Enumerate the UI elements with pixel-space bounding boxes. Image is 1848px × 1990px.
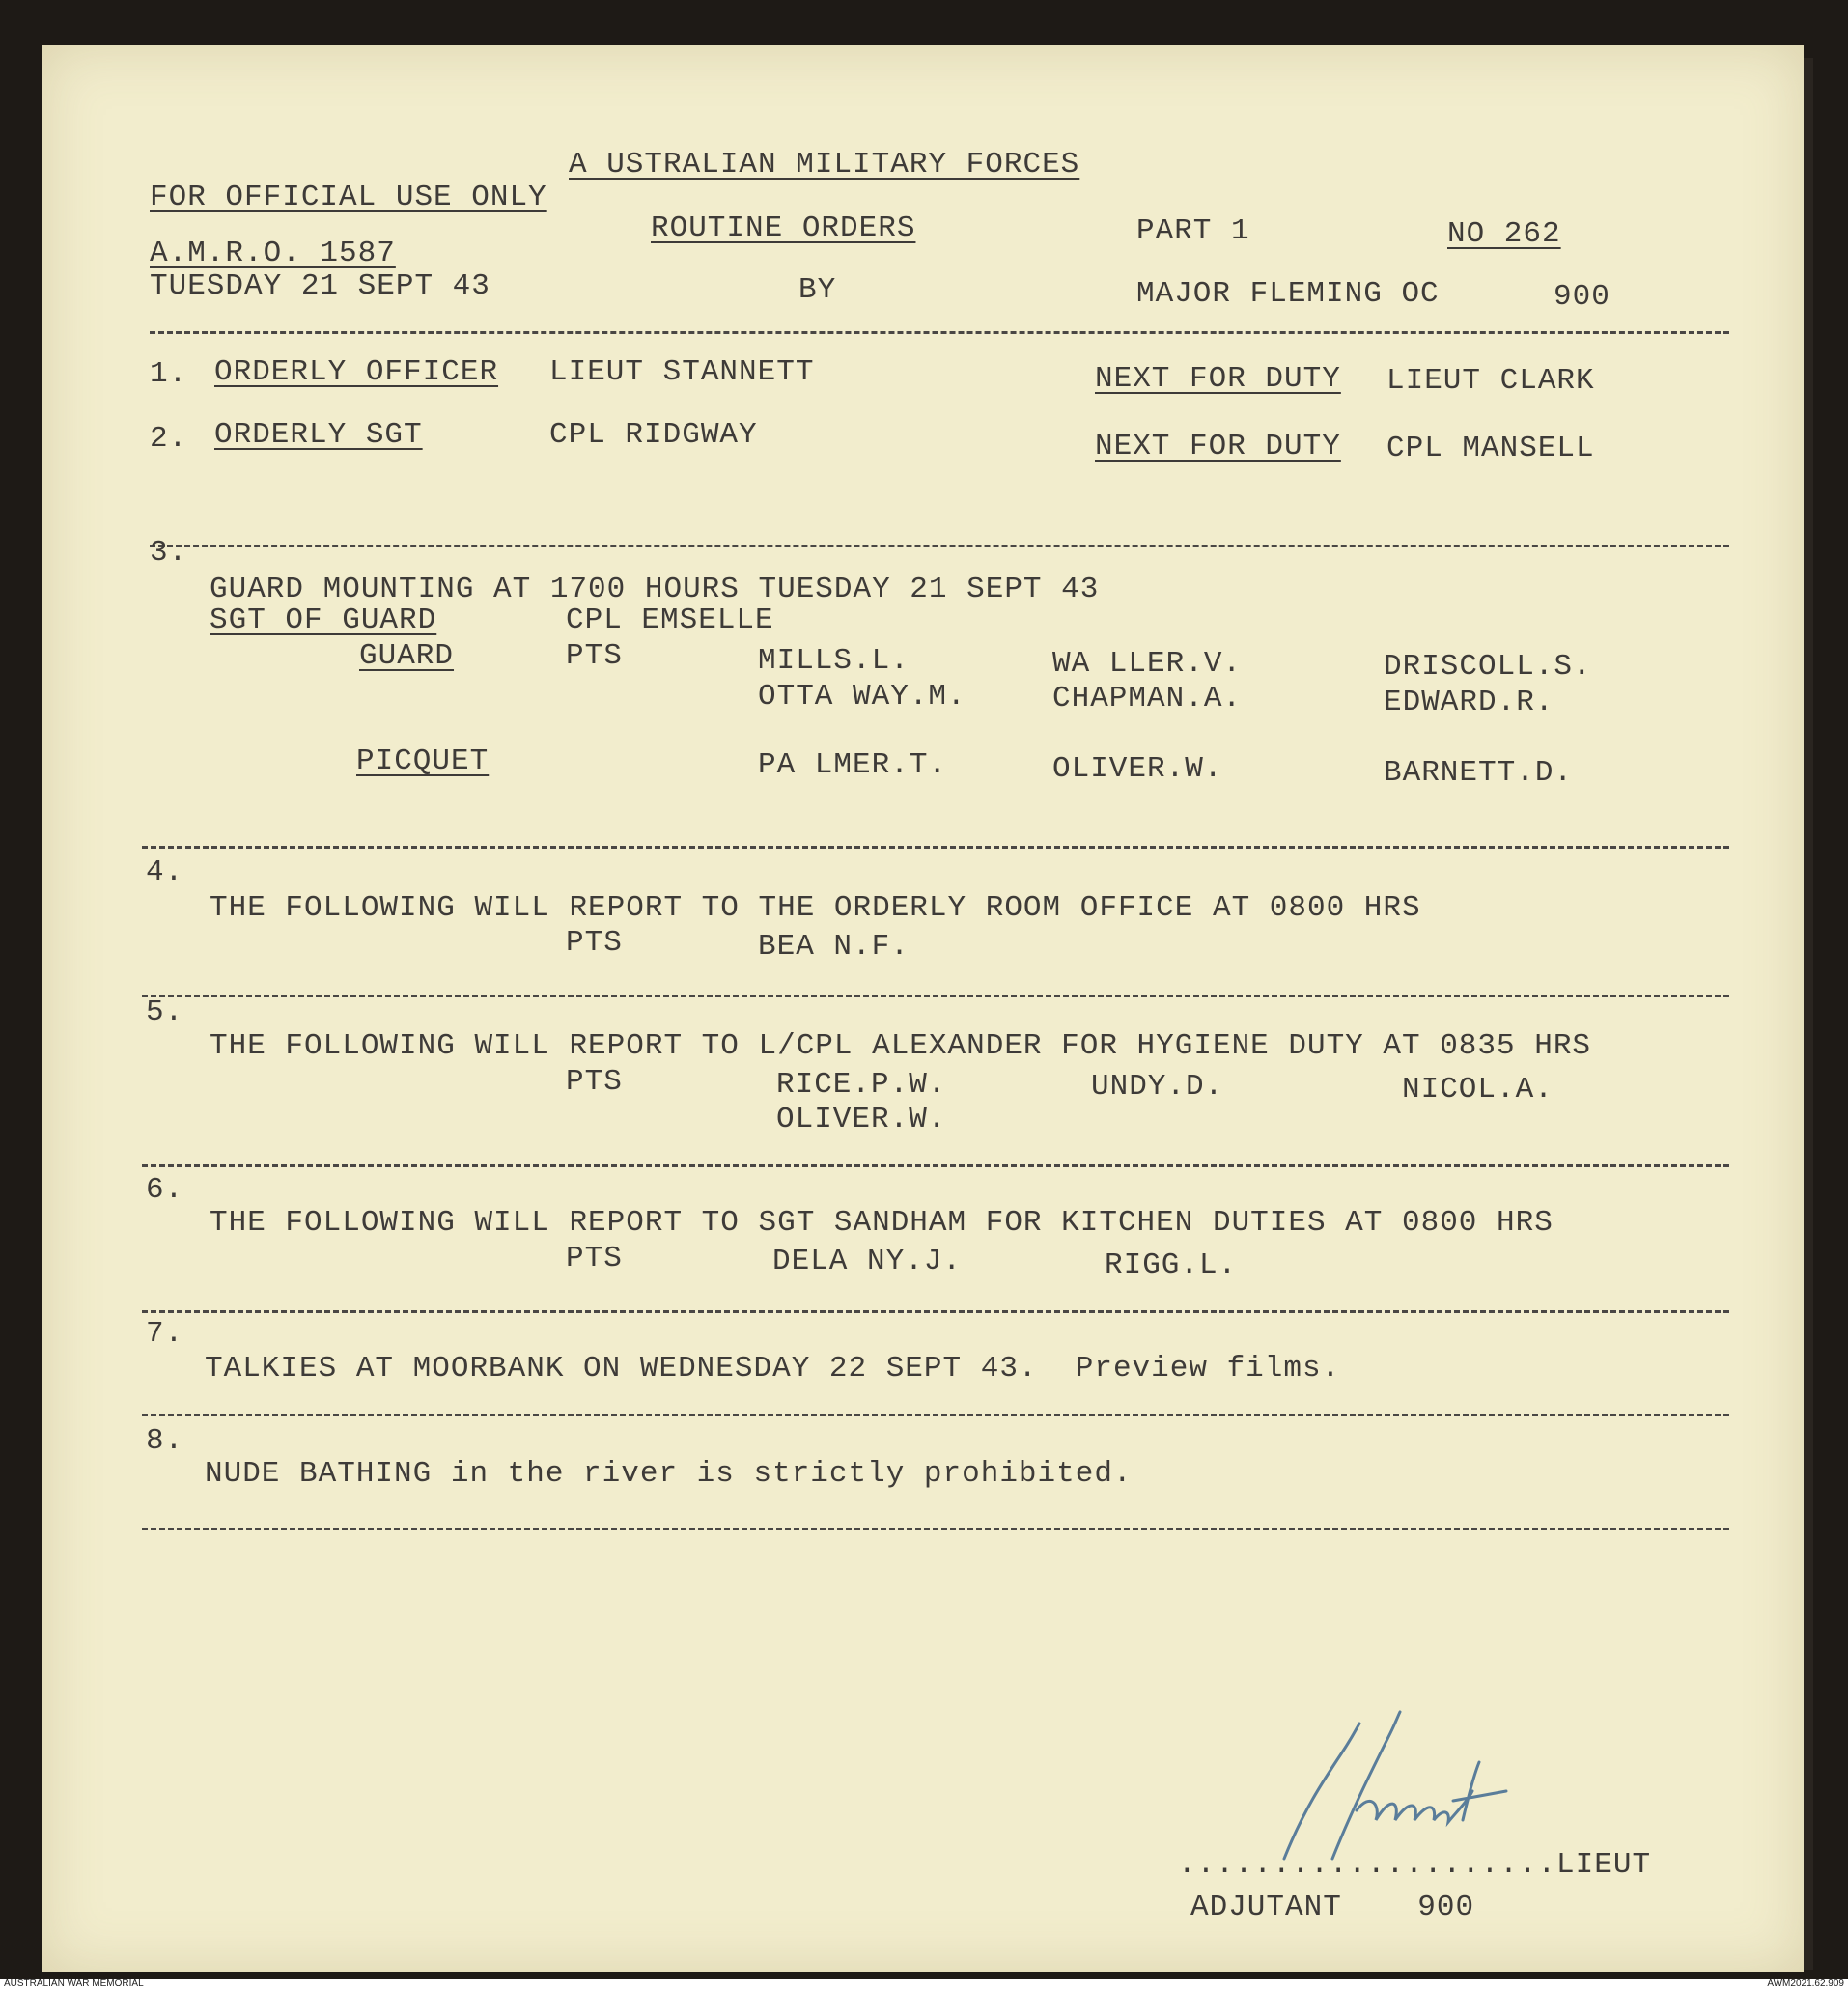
guard-member: OTTA WAY.M. [758,680,966,714]
order-number: NO 262 [1447,217,1561,251]
guard-pts-label: PTS [566,639,623,673]
item-5-number: 5. [146,995,184,1029]
item-8-number: 8. [146,1424,184,1458]
part-number: PART 1 [1136,214,1250,248]
section-rule [142,1310,1729,1313]
item-4-name: BEA N.F. [758,930,910,964]
document-page [42,45,1804,1972]
amro-number: A.M.R.O. 1587 [150,237,396,270]
item-6-pts-label: PTS [566,1242,623,1275]
picquet-member: BARNETT.D. [1384,756,1574,790]
item-4-pts-label: PTS [566,926,623,960]
section-rule [142,1528,1729,1530]
archive-credit: AUSTRALIAN WAR MEMORIAL [4,1978,144,1989]
item-4-number: 4. [146,855,184,889]
item-1-number: 1. [150,357,188,391]
item-3-number: 3. [150,536,188,570]
guard-member: WA LLER.V. [1052,647,1243,681]
orderly-sgt-label: ORDERLY SGT [214,418,423,452]
item-6-text: THE FOLLOWING WILL REPORT TO SGT SANDHAM FOR KITCHEN DUTIES AT 0800 HRS [210,1206,1554,1240]
order-date: TUESDAY 21 SEPT 43 [150,269,490,303]
handwritten-signature [1265,1695,1583,1868]
item-7-text: TALKIES AT MOORBANK ON WEDNESDAY 22 SEPT 43. Preview films. [205,1352,1341,1386]
item-1-next-duty-label: NEXT FOR DUTY [1095,362,1341,396]
section-rule [142,1414,1729,1416]
guard-member: CHAPMAN.A. [1052,682,1243,715]
item-5-text: THE FOLLOWING WILL REPORT TO L/CPL ALEXANDER FOR HYGIENE DUTY AT 0835 HRS [210,1029,1592,1063]
section-rule [142,1164,1729,1167]
orderly-officer-label: ORDERLY OFFICER [214,355,499,389]
item-5-name: NICOL.A. [1402,1073,1554,1107]
header-rule [150,331,1729,334]
sgt-of-guard-label: SGT OF GUARD [210,603,437,637]
item-6-name: DELA NY.J. [772,1245,963,1278]
routine-orders-title: ROUTINE ORDERS [651,211,916,245]
guard-label: GUARD [359,639,455,673]
item-1-next-duty-name: LIEUT CLARK [1386,364,1595,398]
item-2-next-duty-label: NEXT FOR DUTY [1095,430,1341,463]
item-6-name: RIGG.L. [1105,1248,1238,1282]
paper-edge [1804,58,1813,1970]
guard-member: MILLS.L. [758,644,910,678]
item-5-pts-label: PTS [566,1065,623,1099]
archive-reference: AWM2021.62.909 [1767,1978,1844,1989]
item-7-number: 7. [146,1317,184,1351]
item-5-name: OLIVER.W. [776,1103,947,1136]
section-rule [150,545,1729,547]
picquet-member: PA LMER.T. [758,748,948,782]
picquet-label: PICQUET [356,744,490,778]
item-8-text: NUDE BATHING in the river is strictly prohibited. [205,1457,1133,1491]
unit-number: 900 [1554,280,1610,314]
orderly-officer-name: LIEUT STANNETT [549,355,815,389]
section-rule [142,995,1729,997]
item-6-number: 6. [146,1173,184,1207]
classification: FOR OFFICIAL USE ONLY [150,181,547,214]
item-5-name: RICE.P.W. [776,1068,947,1102]
guard-mounting-heading: GUARD MOUNTING AT 1700 HOURS TUESDAY 21 SEPT 43 [210,573,1100,606]
signature-line: ....................LIEUT [1178,1848,1652,1882]
issuing-officer: MAJOR FLEMING OC [1136,277,1440,311]
item-4-text: THE FOLLOWING WILL REPORT TO THE ORDERLY ROOM OFFICE AT 0800 HRS [210,891,1421,925]
item-5-name: UNDY.D. [1091,1070,1224,1104]
orderly-sgt-name: CPL RIDGWAY [549,418,758,452]
item-2-next-duty-name: CPL MANSELL [1386,432,1595,465]
section-rule [142,846,1729,849]
item-2-number: 2. [150,422,188,456]
guard-member: DRISCOLL.S. [1384,650,1592,684]
picquet-member: OLIVER.W. [1052,752,1223,786]
org-title: A USTRALIAN MILITARY FORCES [569,148,1080,182]
signatory-title: ADJUTANT 900 [1190,1891,1475,1924]
by-label: BY [798,273,837,307]
guard-member: EDWARD.R. [1384,686,1554,719]
sgt-of-guard-name: CPL EMSELLE [566,603,774,637]
